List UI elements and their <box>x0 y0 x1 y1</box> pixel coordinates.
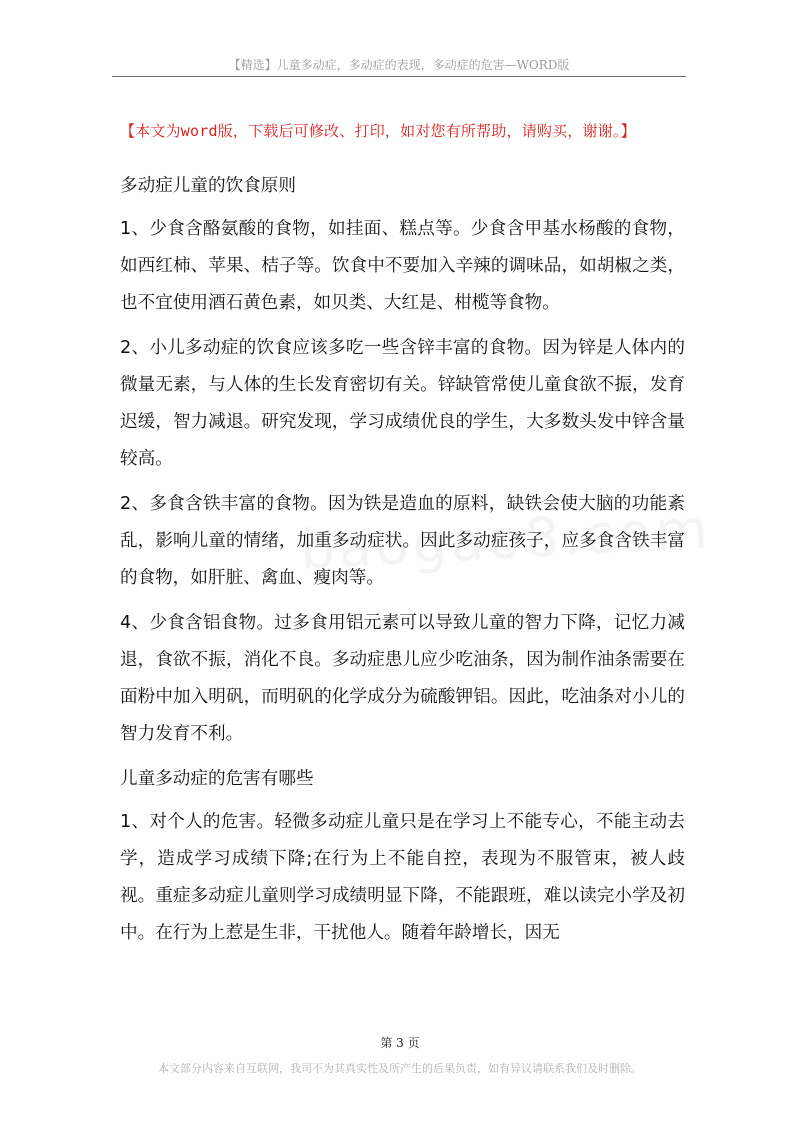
paragraph-2: 2、小儿多动症的饮食应该多吃一些含锌丰富的食物。因为锌是人体内的微量无素，与人体的生长发育密切有关。锌缺管常使儿童食欲不振，发育迟缓，智力减退。研究发现，学习成绩优良的学生，大多数头发中锌含量较高。 <box>120 338 685 469</box>
page-number: 第 3 页 <box>380 1036 420 1050</box>
paragraph-5: 1、对个人的危害。轻微多动症儿童只是在学习上不能专心，不能主动去学，造成学习成绩下降;在行为上不能自控，表现为不服管束，被人歧视。重症多动症儿童则学习成绩明显下降，不能跟班，难以读完小学及初中。在行为上惹是生非，干扰他人。随着年龄增长，因无 <box>120 812 685 943</box>
paragraph-3: 2、多食含铁丰富的食物。因为铁是造血的原料，缺铁会使大脑的功能紊乱，影响儿童的情绪，加重多动症状。因此多动症孩子，应多食含铁丰富的食物，如肝脏、禽血、瘦肉等。 <box>120 494 685 588</box>
section-heading-harm: 儿童多动症的危害有哪些 <box>120 769 314 789</box>
footer-disclaimer: 本文部分内容来自互联网，我司不为其真实性及所产生的后果负责，如有异议请联系我们及时删除。 <box>158 1062 642 1075</box>
download-notice: 【本文为word版，下载后可修改、打印，如对您有所帮助，请购买，谢谢。】 <box>120 122 636 140</box>
header-divider <box>112 76 686 77</box>
section-heading-diet: 多动症儿童的饮食原则 <box>120 176 296 196</box>
running-header: 【精选】儿童多动症，多动症的表现，多动症的危害—WORD版 <box>228 58 570 72</box>
paragraph-1: 1、少食含酪氨酸的食物，如挂面、糕点等。少食含甲基水杨酸的食物，如西红柿、苹果、桔子等。饮食中不要加入辛辣的调味品，如胡椒之类，也不宜使用酒石黄色素，如贝类、大红是、柑榄等食物。 <box>120 219 685 313</box>
paragraph-4: 4、少食含铝食物。过多食用铝元素可以导致儿童的智力下降，记忆力减退，食欲不振，消化不良。多动症患儿应少吃油条，因为制作油条需要在面粉中加入明矾，而明矾的化学成分为硫酸钾铝。因此，吃油条对小儿的智力发育不利。 <box>120 613 685 744</box>
document-body <box>120 168 685 960</box>
